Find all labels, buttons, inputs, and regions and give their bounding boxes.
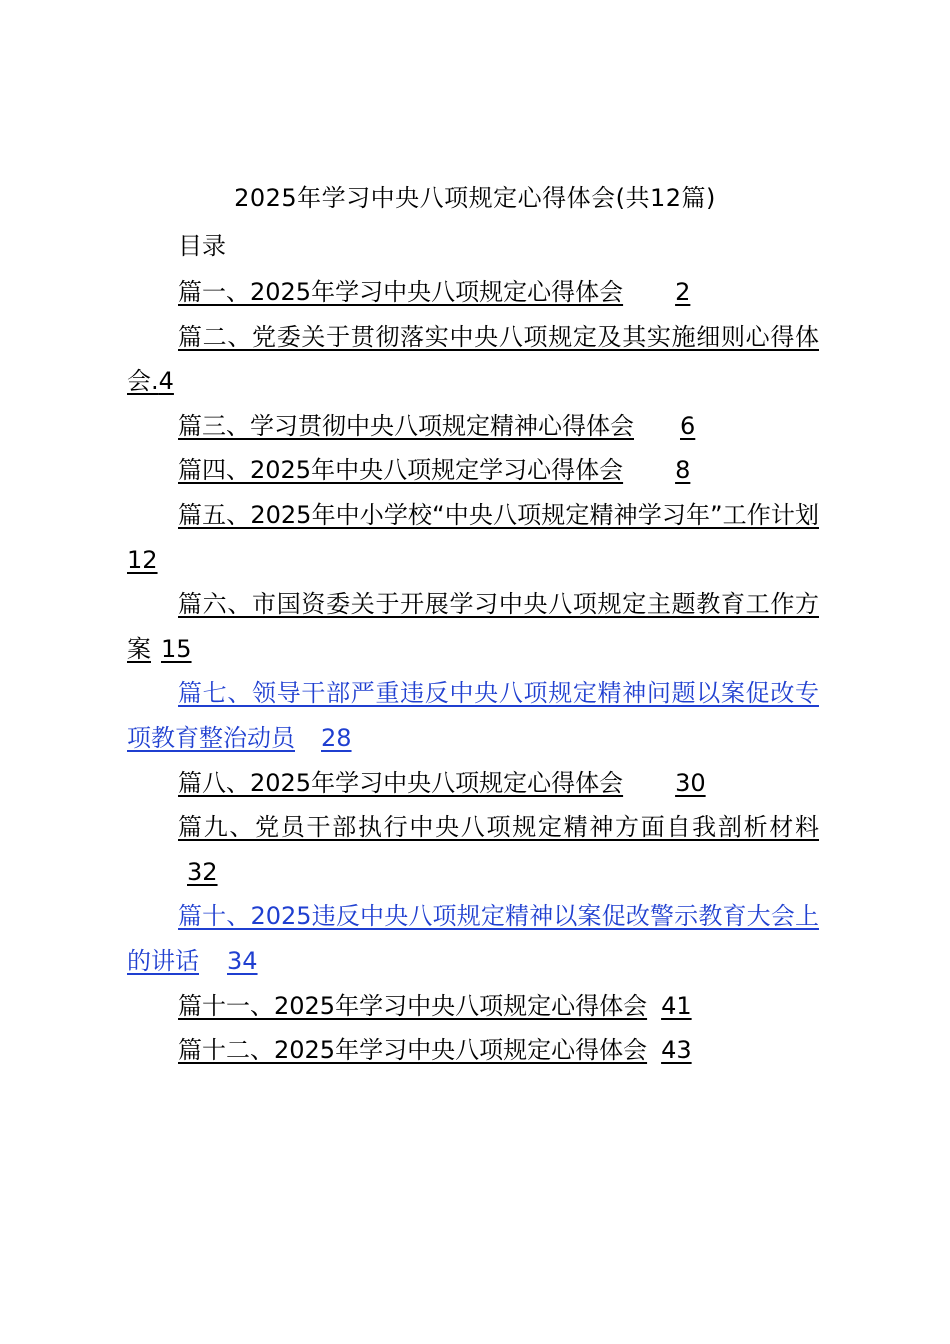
toc-entry-page: 43: [661, 1036, 692, 1065]
toc-entry-label: 篇十一、2025年学习中央八项规定心得体会: [178, 991, 648, 1020]
toc-entry-5[interactable]: [127, 493, 819, 582]
toc-entry-label: 篇四、2025年中央八项规定学习心得体会: [178, 456, 624, 485]
toc-entry-12[interactable]: [127, 1028, 819, 1073]
toc-entry-page: 32: [187, 857, 218, 886]
toc-entry-label: 篇十二、2025年学习中央八项规定心得体会: [178, 1036, 648, 1065]
toc-entry-label: 篇七、领导干部严重违反中央八项规定精神问题以案促改专项教育整治动员: [127, 679, 819, 752]
toc-entry-page: 2: [675, 278, 691, 306]
toc-entry-7[interactable]: [127, 671, 819, 760]
toc-entry-label: 篇九、党员干部执行中央八项规定精神方面自我剖析材料: [178, 813, 819, 842]
toc-entry-label: 篇一、2025年学习中央八项规定心得体会: [178, 278, 624, 306]
toc-entry-label: 篇五、2025年中小学校“中央八项规定精神学习年”工作计划: [178, 500, 819, 529]
toc-entry-8[interactable]: [127, 761, 819, 806]
toc-entry-label: 篇六、市国资委关于开展学习中央八项规定主题教育工作方案: [127, 590, 819, 663]
toc-entry-11[interactable]: [127, 984, 819, 1029]
table-of-contents: [127, 270, 819, 1073]
toc-entry-label: 篇八、2025年学习中央八项规定心得体会: [178, 768, 624, 797]
toc-entry-page: 12: [127, 545, 158, 574]
document-title: 2025年学习中央八项规定心得体会(共12篇): [234, 184, 716, 212]
toc-entry-page: 15: [161, 634, 192, 663]
toc-entry-label: 篇二、党委关于贯彻落实中央八项规定及其实施细则心得体会.: [127, 322, 819, 396]
toc-entry-page: 41: [661, 991, 692, 1020]
toc-heading: 目录: [178, 232, 226, 260]
toc-entry-page: 6: [680, 411, 696, 440]
toc-entry-label: 篇十、2025违反中央八项规定精神以案促改警示教育大会上的讲话: [127, 902, 819, 975]
toc-entry-4[interactable]: [127, 448, 819, 493]
toc-entry-1[interactable]: [127, 270, 819, 315]
toc-entry-page: 4: [158, 367, 174, 396]
toc-entry-page: 28: [321, 723, 352, 752]
toc-entry-page: 30: [675, 768, 706, 797]
toc-entry-9[interactable]: [127, 805, 819, 894]
toc-entry-3[interactable]: [127, 404, 819, 449]
toc-entry-page: 8: [675, 456, 691, 485]
toc-entry-6[interactable]: [127, 582, 819, 671]
toc-entry-label: 篇三、学习贯彻中央八项规定精神心得体会: [178, 411, 634, 440]
toc-entry-10[interactable]: [127, 894, 819, 983]
toc-entry-2[interactable]: [127, 315, 819, 404]
toc-entry-page: 34: [227, 946, 258, 975]
